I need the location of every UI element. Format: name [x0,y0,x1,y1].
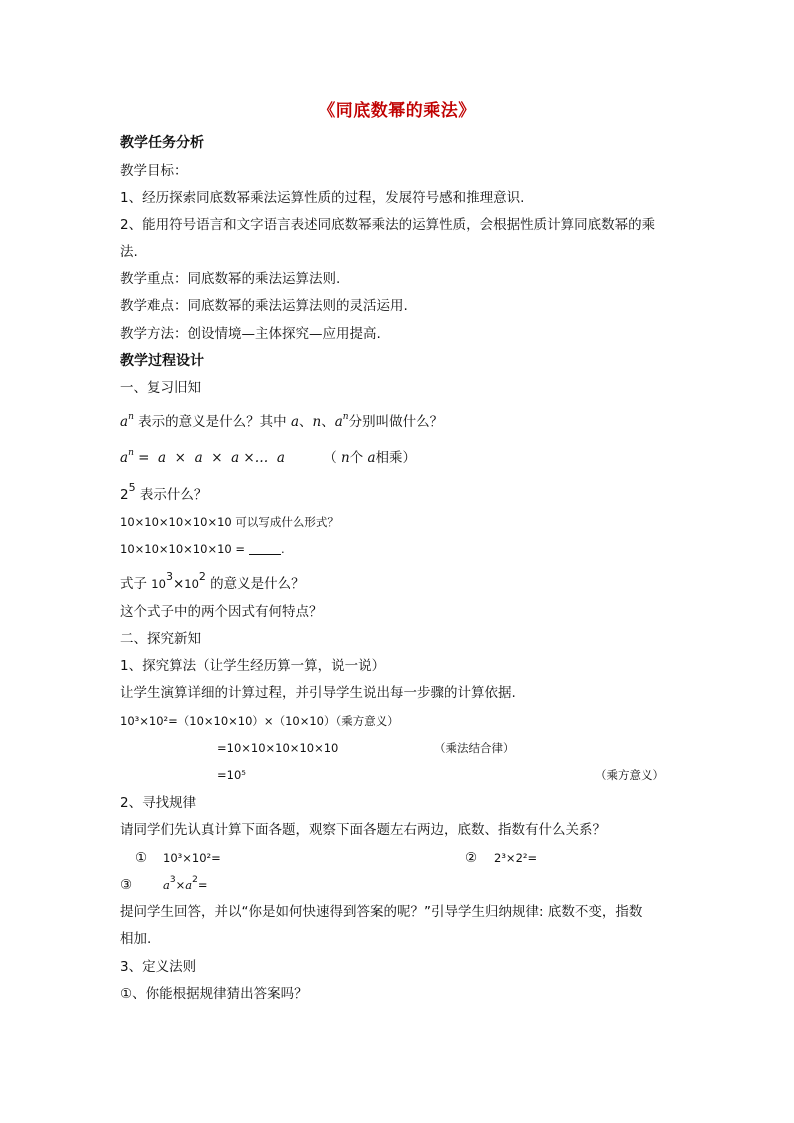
base: 2 [120,487,129,503]
key-point: 教学重点：同底数幂的乘法运算法则. [120,271,341,287]
goal-label: 教学目标： [120,163,188,179]
question-product-form: 10×10×10×10×10 可以写成什么形式？ [120,515,339,529]
section-heading-process: 教学过程设计 [120,353,204,369]
text: 的意义是什么？ [205,576,305,592]
text: × [175,878,186,892]
var-a: a [290,414,300,430]
calc-line-2-note: （乘法结合律） [434,741,515,755]
var-a: a [120,414,129,430]
text: 式子 [120,576,152,592]
explore-step-1-heading: 1、探究算法（让学生经历算一算，说一说） [120,658,386,674]
explore-step-3-question: ①、你能根据规律猜出答案吗？ [120,986,308,1002]
exponent: 2 [192,875,198,885]
explore-step-1-text: 让学生演算详细的计算过程，并引导学生说出每一步骤的计算依据. [120,685,516,701]
var-a: a [163,878,170,892]
question-2-to-5 [120,481,208,504]
exercise-1-number: ① [135,850,148,866]
explore-step-2-heading: 2、寻找规律 [120,795,197,811]
question-factor-features: 这个式子中的两个因式有何特点？ [120,604,323,620]
var-a: a [120,450,129,466]
goal-item-1: 1、经历探索同底数幂乘法运算性质的过程，发展符号感和推理意识. [120,190,525,206]
text: （ [323,450,341,466]
goal-item-2-line-2: 法. [120,244,138,260]
var-n: n [312,414,322,430]
calc-line-2: =10×10×10×10×10 [217,741,339,755]
base: 10 [151,577,166,591]
review-heading: 一、复习旧知 [120,380,201,396]
definition-rhs: = a × a × a ×… a [133,450,285,466]
var-n: n [340,450,350,466]
var-n: n [342,412,349,422]
fill-blank [249,542,281,555]
section-heading-task-analysis: 教学任务分析 [120,135,204,151]
text: 、 [321,414,335,430]
var-a: a [185,878,193,892]
prompt-line-2: 相加. [120,931,152,947]
base: 10 [184,577,199,591]
text: . [281,542,285,556]
var-n: n [128,448,134,458]
prompt-line-1: 提问学生回答，并以“你是如何快速得到答案的呢？”引导学生归纳规律: 底数不变，指数 [120,904,643,920]
difficulty: 教学难点：同底数幂的乘法运算法则的灵活运用. [120,298,408,314]
text: 分别叫做什么？ [348,414,444,430]
exponent: 3 [169,875,176,885]
text: 相乘） [375,450,417,466]
text: 、 [299,414,313,430]
exercise-1: 10³×10²= [163,851,221,865]
exercise-2: 2³×2²= [494,851,538,865]
question-expression-meaning [120,570,305,593]
calc-line-3-note: （乘方意义） [595,768,664,782]
var-a: a [334,414,343,430]
explore-heading: 二、探究新知 [120,631,201,647]
exercise-3-number: ③ [120,877,133,893]
exponent: 3 [165,570,173,583]
text: = [197,878,208,892]
explore-step-3-heading: 3、定义法则 [120,959,197,975]
exponent: 2 [198,570,206,583]
exponent: 5 [128,481,136,494]
goal-item-2-line-1: 2、能用符号语言和文字语言表述同底数幂乘法的运算性质，会根据性质计算同底数幂的乘 [120,217,656,233]
text: × [172,576,185,592]
exercise-3 [163,876,207,894]
var-n: n [128,412,134,422]
text: 表示的意义是什么？其中 [133,414,291,430]
var-a: a [367,450,376,466]
calc-line-3: =10⁵ [217,768,246,782]
teaching-method: 教学方法：创设情境—主体探究—应用提高. [120,326,381,342]
power-definition [120,449,416,467]
question-product-fill [120,540,285,558]
document-title: 《同底数幂的乘法》 [318,101,476,121]
exercise-2-number: ② [465,850,478,866]
explore-step-2-text: 请同学们先认真计算下面各题，观察下面各题左右两边，底数、指数有什么关系？ [120,822,606,838]
text: 个 [349,450,368,466]
text: 10×10×10×10×10 = [120,542,246,556]
calc-line-1: 10³×10²=（10×10×10）×（10×10）（乘方意义） [120,714,399,728]
text: 表示什么？ [135,487,208,503]
question-power-meaning [120,413,443,431]
